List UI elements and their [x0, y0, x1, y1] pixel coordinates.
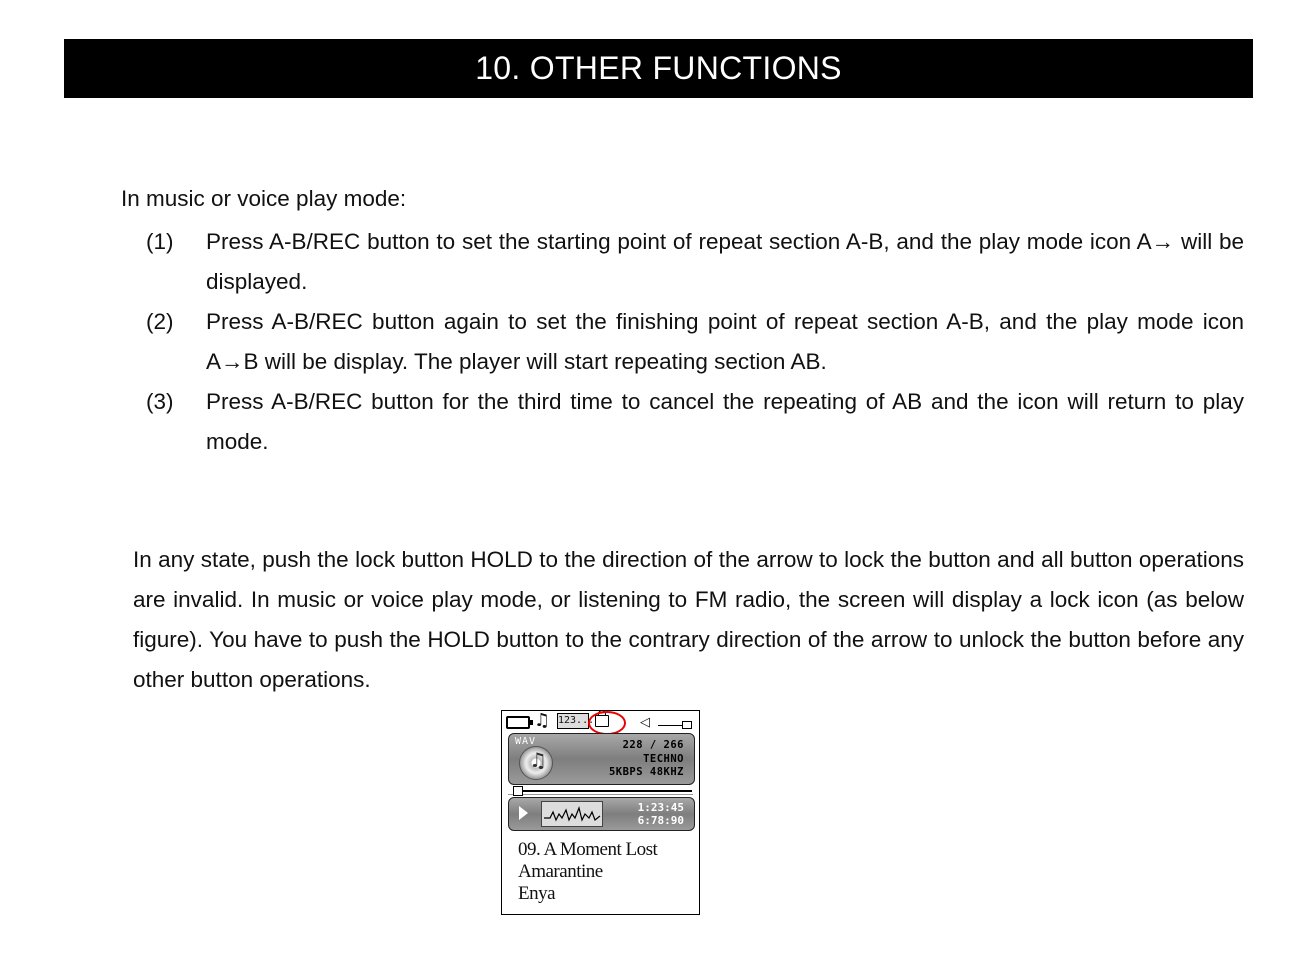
device-screen-figure: [501, 710, 700, 915]
step-number: (2): [146, 309, 174, 334]
track-info-panel: [508, 733, 695, 785]
status-bar: [502, 711, 699, 733]
genre-label: TECHNO: [643, 753, 684, 765]
playback-panel: [508, 797, 695, 831]
step-number: (1): [146, 229, 174, 254]
progress-knob: [513, 786, 523, 796]
progress-track: [514, 790, 692, 792]
play-icon: [519, 806, 528, 820]
step-number: (3): [146, 389, 174, 414]
song-details: [518, 839, 657, 905]
album-name: Amarantine: [518, 861, 603, 882]
volume-track: [658, 725, 684, 726]
disc-note-icon: ♫: [529, 748, 547, 772]
waveform-icon: [541, 801, 603, 827]
track-count: 228 / 266: [622, 739, 684, 751]
section-intro: In music or voice play mode:: [121, 186, 407, 211]
speaker-icon: ◁: [640, 715, 650, 730]
step-2: [146, 302, 1244, 382]
progress-shadow: [508, 794, 693, 795]
mode-indicator: 123...: [557, 713, 589, 729]
battery-icon: [506, 716, 530, 729]
step-3: [146, 382, 1244, 462]
format-label: WAV: [515, 736, 537, 747]
bitrate-label: 5KBPS 48KHZ: [608, 766, 684, 778]
music-note-icon: ♫: [534, 710, 551, 731]
step-1: [146, 222, 1244, 302]
lock-highlight-circle: [588, 711, 626, 735]
total-time: 6:78:90: [637, 814, 684, 827]
step-text: Press A-B/REC button again to set the finishing point of repeat section A-B, and the play mode icon A→B will be display. The player will start repeating section AB.: [206, 309, 1244, 374]
step-text: Press A-B/REC button to set the starting point of repeat section A-B, and the play mode icon A→ will be displayed.: [206, 229, 1244, 294]
elapsed-time: 1:23:45: [637, 801, 684, 814]
artist-name: Enya: [518, 883, 556, 904]
volume-knob: [682, 721, 692, 729]
hold-paragraph: In any state, push the lock button HOLD to the direction of the arrow to lock the button and all button operations are invalid. In music or voice play mode, or listening to FM radio, the screen will display a lock icon (as below figure). You have to push the HOLD button to the contrary direction of the arrow to unlock the button before any other button operations.: [133, 547, 1244, 692]
song-title: 09. A Moment Lost: [518, 839, 658, 860]
steps-list: [146, 222, 1244, 462]
page-title: 10. OTHER FUNCTIONS: [64, 39, 1253, 98]
step-text: Press A-B/REC button for the third time to cancel the repeating of AB and the icon will return to play mode.: [206, 389, 1244, 454]
